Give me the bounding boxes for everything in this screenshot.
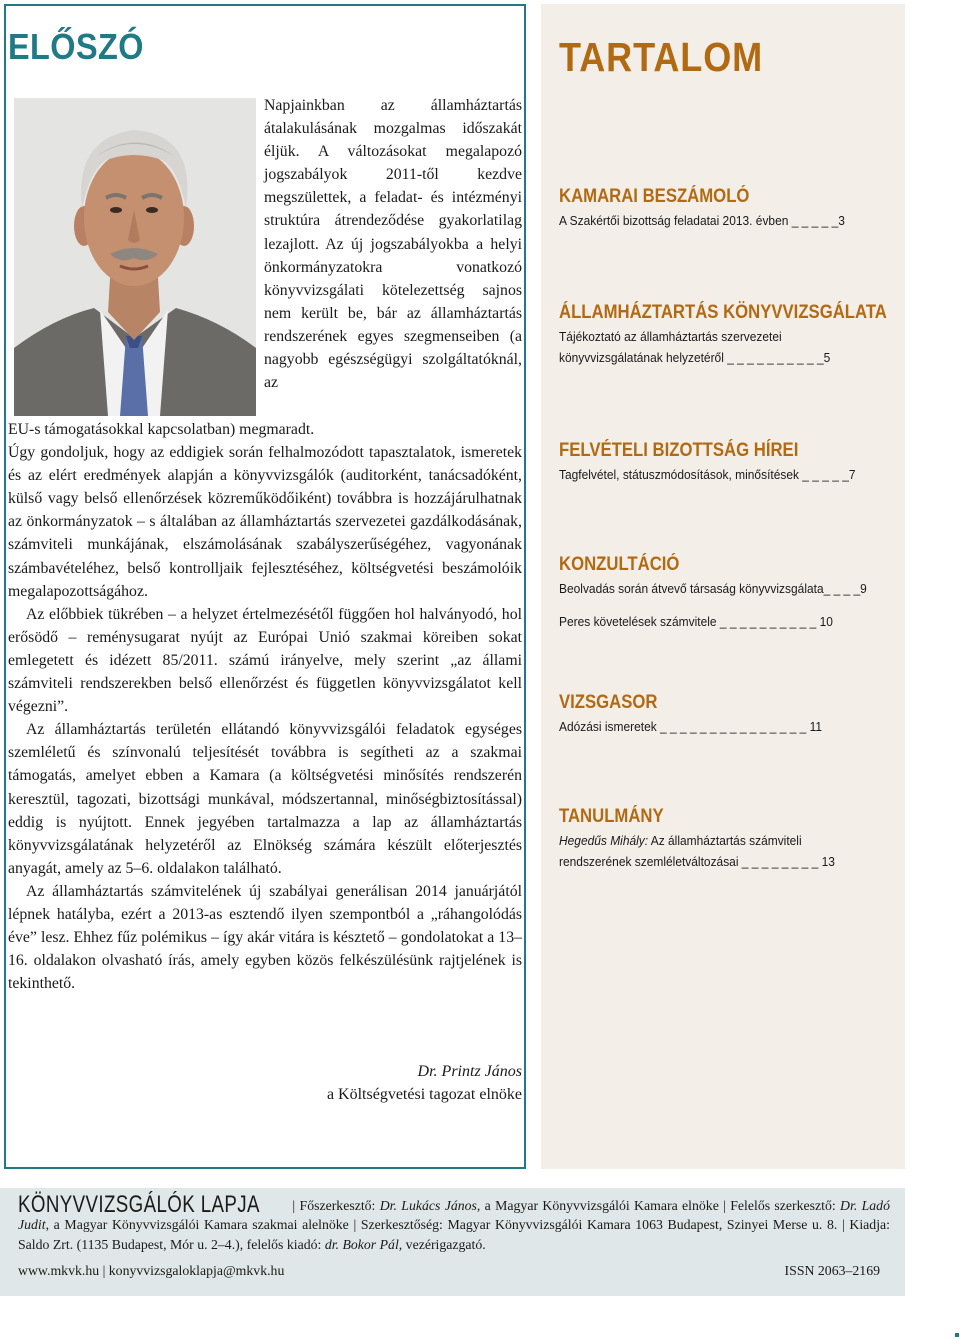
corner-mark <box>955 1333 959 1337</box>
foreword-title: ELŐSZÓ <box>8 26 144 67</box>
toc-entry-text: Beolvadás során átvevő társaság könyvvizsgálata_ _ _ _9 <box>559 581 867 596</box>
foreword-signature <box>327 1060 522 1106</box>
masthead-footer <box>0 1188 905 1296</box>
toc-section-konzultacio <box>559 554 893 632</box>
toc-entry-text: Peres követelések számvitele _ _ _ _ _ _ _ _ _ _ 10 <box>559 613 833 629</box>
toc-section-title: KONZULTÁCIÓ <box>559 554 680 575</box>
masthead-text <box>18 1191 890 1254</box>
masthead-bottom-line <box>18 1263 880 1279</box>
signature-role: a Költségvetési tagozat elnöke <box>326 1086 522 1103</box>
toc-section-title: KAMARAI BESZÁMOLÓ <box>559 186 750 207</box>
toc-section-title: ÁLLAMHÁZTARTÁS KÖNYVVIZSGÁLATA <box>559 302 887 323</box>
foreword-paragraph-1-end: EU-s támogatásokkal kapcsolatban) megmaradt. <box>8 421 315 438</box>
toc-section-allamhaztartas <box>559 302 893 368</box>
masthead-label: | Főszerkesztő: <box>288 1198 380 1213</box>
toc-section-title: TANULMÁNY <box>559 806 664 827</box>
toc-entry-text: Adózási ismeretek _ _ _ _ _ _ _ _ _ _ _ _ _ _ _ 11 <box>559 719 823 734</box>
toc-title: TARTALOM <box>559 34 764 80</box>
contact-links[interactable]: www.mkvk.hu | konyvvizsgaloklapja@mkvk.hu <box>18 1263 285 1278</box>
toc-entry-text: A Szakértői bizottság feladatai 2013. évben _ _ _ _ _3 <box>559 213 845 228</box>
publisher-name: dr. Bokor Pál <box>324 1236 399 1252</box>
toc-entry[interactable] <box>559 831 866 872</box>
table-of-contents <box>541 4 905 1169</box>
masthead-label: , a Magyar Könyvvizsgálói Kamara szakmai alelnöke | Szerkesztőség: Magyar Könyvvizsgálói Kamara 1063 Budapest, Szinyei Merse u. 8. | Kiadja: Saldo Zrt. (1135 Budapest, Mór u. 2–4.), felelős kiadó: <box>18 1217 890 1252</box>
issn-number: ISSN 2063–2169 <box>784 1263 880 1278</box>
toc-entry-text: Az államháztartás számviteli <box>648 833 802 848</box>
responsible-editor-name: Dr. Ladó Judit <box>18 1198 890 1233</box>
toc-section-title: FELVÉTELI BIZOTTSÁG HÍREI <box>559 440 799 461</box>
toc-entry[interactable] <box>559 327 866 368</box>
toc-entry-text: rendszerének szemléletváltozásai _ _ _ _ _ _ _ _ 13 <box>559 853 835 869</box>
toc-entry-text: Tagfelvétel, státuszmódosítások, minősítések _ _ _ _ _7 <box>559 467 856 482</box>
toc-entry[interactable] <box>559 211 866 232</box>
foreword-paragraph-4: Az államháztartás területén ellátandó könyvvizsgálói feladatok egységes szemléletű és színvonalú teljesítését továbbra is segítheti az a szakmai támogatás, amelyet ebben a Kamara (a költségvetési minősítés rendszerén keresztül, tagozati, bizottsági munkával, módszertannal, minőségbiztosítással) eddig is nyújtott. Ennek jegyében tartalmazza a lap az államháztartás könyvvizsgálatának helyzetéről az Elnökség számára készült előterjesztés anyagát, amely az 5–6. oldalakon található. <box>8 721 522 877</box>
signature-name: Dr. Printz János <box>417 1063 522 1080</box>
toc-section-felveteli-bizottsag <box>559 440 893 486</box>
foreword-paragraph-3: Az előbbiek tükrében – a helyzet értelmezésétől függően hol halványodó, hol erősödő – reménysugarat nyújt az Európai Unió szakmai köreiben sokat emlegetett és idézett 85/2011. számú irányelve, mely szerint „az állami számviteli rendszerekben belső ellenőrzést és független könyvvizsgálatot kell végezni”. <box>8 605 522 716</box>
toc-section-title: VIZSGASOR <box>559 692 658 713</box>
toc-section-kamarai-beszamolo <box>559 186 893 232</box>
toc-entry-text: könyvvizsgálatának helyzetéről _ _ _ _ _ _ _ _ _ _5 <box>559 349 831 365</box>
toc-entry-author: Hegedűs Mihály: <box>559 833 649 848</box>
magazine-brand: KÖNYVVIZSGÁLÓK LAPJA <box>18 1191 260 1218</box>
toc-section-tanulmany <box>559 806 893 872</box>
toc-entry[interactable] <box>559 717 866 738</box>
toc-entry[interactable] <box>559 465 866 486</box>
author-portrait <box>14 98 256 416</box>
masthead-label: , a Magyar Könyvvizsgálói Kamara elnöke | Felelős szerkesztő: <box>476 1198 841 1213</box>
toc-entry[interactable] <box>559 612 866 633</box>
foreword-paragraph-1-start: Napjainkban az államháztartás átalakulásának mozgalmas időszakát éljük. A változásokat megalapozó jogszabályok 2011-től kezdve megszülettek, a feladat- és intézményi struktúra átrendeződése gyakorlatilag lezajlott. Az új jogszabályokba a helyi önkormányzatokra vonatkozó könyvvizsgálati kötelezettség sajnos nem került be, bár az államháztartás rendszerének egyes szegmenseiben (a nagyobb egészségügyi szolgáltatóknál, az <box>264 97 522 392</box>
masthead-label: , vezérigazgató. <box>398 1236 486 1252</box>
toc-entry[interactable] <box>559 579 866 600</box>
foreword-paragraph-5: Az államháztartás számvitelének új szabályai generálisan 2014 januárjától lépnek hatályba, ezért a 2013-as esztendő ilyen szempontból a „ráhangolódás éve” lesz. Ehhez fűz polémikus – így akár vitára is késztető – gondolatokat a 13–16. oldalakon olvasható írás, amely egyben közös felkészülésünk rajtjelének is tekinthető. <box>8 882 522 993</box>
foreword-body-text <box>8 418 522 995</box>
toc-entry-text: Tájékoztató az államháztartás szervezetei <box>559 329 782 344</box>
toc-section-vizsgasor <box>559 692 893 738</box>
editor-name: Dr. Lukács János <box>379 1198 477 1213</box>
foreword-intro-text <box>264 94 522 394</box>
foreword-paragraph-2: Úgy gondoljuk, hogy az eddigiek során felhalmozódott tapasztalatok, ismeretek és az elért eredmények alapján a könyvvizsgálók (auditorként, tanácsadóként, külső vagy belső ellenőrzések közreműködőiként) továbbra is hozzájárulhatnak az önkormányzatok – s általában az államháztartás szervezetei gazdálkodásának, számviteli munkájának, elszámolásának szabályszerűségéhez, vagyonának számbavételéhez, belső kontrolljaik fejlesztéséhez, költségvetési beszámolóik megalapozottságához. <box>8 444 522 600</box>
